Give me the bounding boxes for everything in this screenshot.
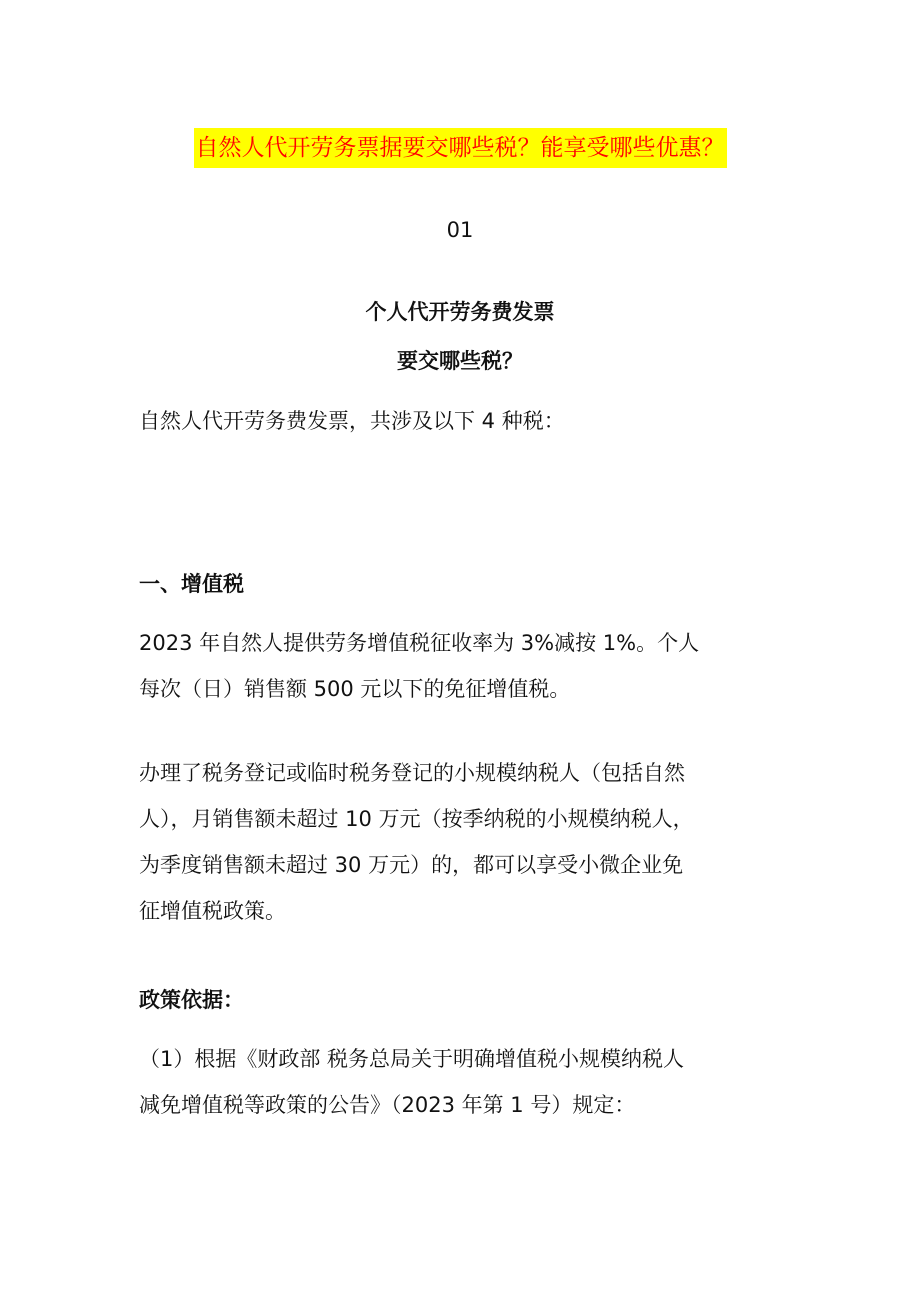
heading-policy-basis: 政策依据： [139, 988, 244, 1012]
heading-vat: 一、增值税 [139, 572, 244, 596]
sub-heading-line1: 个人代开劳务费发票 [365, 300, 555, 324]
basis-para1-line: 减免增值税等政策的公告》（2023 年第 1 号）规定： [139, 1093, 636, 1117]
vat-para2-line: 征增值税政策。 [139, 899, 286, 923]
intro-paragraph [139, 398, 799, 444]
intro-line: 自然人代开劳务费发票，共涉及以下 4 种税： [139, 409, 565, 433]
vat-para2-line: 为季度销售额未超过 30 万元）的，都可以享受小微企业免 [139, 853, 684, 877]
vat-paragraph-2 [139, 750, 799, 934]
vat-paragraph-1 [139, 620, 799, 712]
vat-para1-line: 2023 年自然人提供劳务增值税征收率为 3%减按 1%。个人 [139, 631, 700, 655]
vat-para2-line: 办理了税务登记或临时税务登记的小规模纳税人（包括自然 [139, 761, 685, 785]
vat-para1-line: 每次（日）销售额 500 元以下的免征增值税。 [139, 677, 571, 701]
basis-paragraph-1 [139, 1036, 799, 1128]
vat-para2-line: 人），月销售额未超过 10 万元（按季纳税的小规模纳税人， [139, 807, 694, 831]
section-number: 01 [446, 218, 474, 242]
document-title: 自然人代开劳务票据要交哪些税？能享受哪些优惠？ [194, 128, 727, 168]
title-container [0, 128, 920, 168]
basis-para1-line: （1）根据《财政部 税务总局关于明确增值税小规模纳税人 [139, 1047, 685, 1071]
sub-heading-line2: 要交哪些税？ [397, 349, 523, 373]
